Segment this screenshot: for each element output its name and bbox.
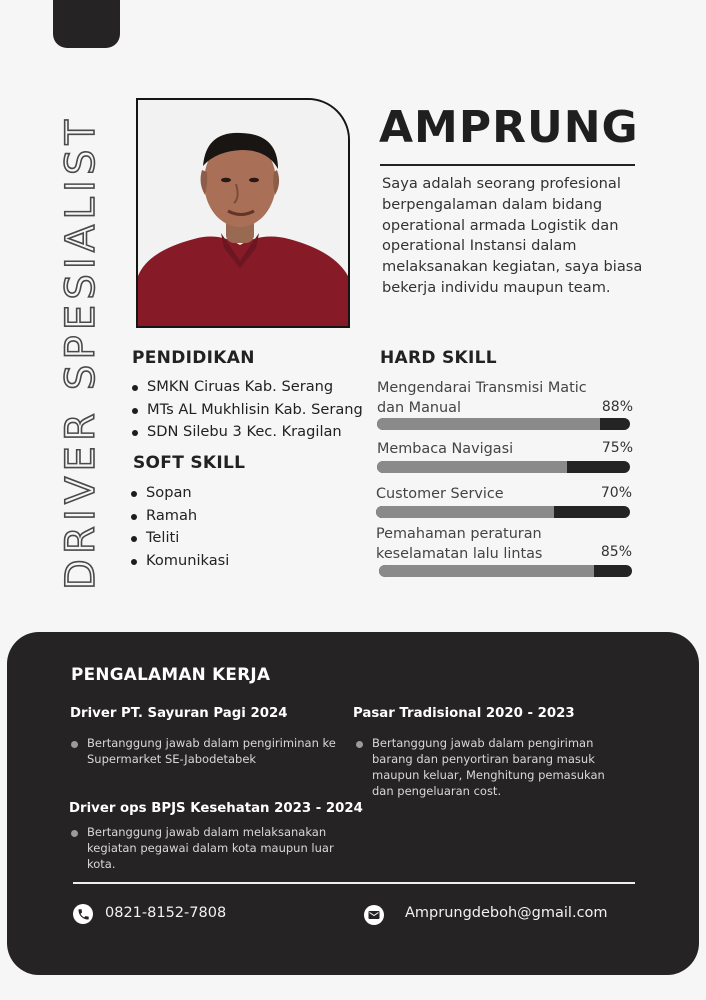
soft-skill-item: Sopan (131, 482, 229, 505)
hard-skill-percent: 85% (600, 544, 632, 560)
phone-icon (73, 904, 93, 924)
hard-skill-progress (377, 418, 630, 430)
soft-skills-heading: SOFT SKILL (133, 453, 246, 473)
hard-skill-label: Customer Service (376, 486, 504, 502)
email-address[interactable]: Amprungdeboh@gmail.com (405, 905, 608, 921)
name-divider (380, 164, 635, 166)
hard-skill-progress-fill (377, 461, 567, 473)
job-title: Driver PT. Sayuran Pagi 2024 (70, 706, 288, 721)
soft-skill-item: Teliti (131, 527, 229, 550)
education-heading: PENDIDIKAN (132, 348, 255, 368)
education-item: MTs AL Mukhlisin Kab. Serang (132, 399, 363, 422)
job-description: Bertanggung jawab dalam melaksanakan kegiatan pegawai dalam kota maupun luar kota. (71, 824, 364, 872)
hard-skill-progress (376, 506, 630, 518)
hard-skill-progress-fill (376, 506, 554, 518)
soft-skill-item: Komunikasi (131, 550, 229, 573)
soft-skills-list (131, 482, 229, 572)
decorative-top-tab (53, 0, 120, 48)
hard-skill-progress-fill (379, 565, 594, 577)
profile-photo (136, 98, 350, 328)
contact-divider (73, 882, 635, 884)
candidate-name: AMPRUNG (379, 102, 639, 153)
hard-skill-road-safety (376, 524, 632, 580)
education-item: SDN Silebu 3 Kec. Kragilan (132, 421, 363, 444)
job-description: Bertanggung jawab dalam pengiriman barang dan penyortiran barang masuk maupun keluar, Menghitung pemasukan dan pengeluaran cost. (356, 735, 628, 799)
job-description: Bertanggung jawab dalam pengiriminan ke Supermarket SE-Jabodetabek (71, 735, 357, 767)
hard-skill-customer-service (376, 484, 632, 520)
soft-skill-item: Ramah (131, 505, 229, 528)
email-icon (364, 905, 384, 925)
hard-skill-label: Membaca Navigasi (377, 441, 514, 457)
education-item: SMKN Ciruas Kab. Serang (132, 376, 363, 399)
hard-skill-transmission (377, 378, 633, 435)
hard-skill-label: Pemahaman peraturan keselamatan lalu lintas (376, 526, 543, 562)
profile-summary: Saya adalah seorang profesional berpengalaman dalam bidang operational armada Logistik dan operational Instansi dalam melaksanakan kegiatan, saya biasa bekerja individu maupun team. (382, 175, 643, 296)
hard-skill-navigation (377, 439, 633, 475)
phone-icon-glyph (77, 908, 90, 921)
work-experience-section (7, 632, 699, 975)
phone-number[interactable]: 0821-8152-7808 (105, 905, 227, 921)
vertical-title-text: DRIVER SPESIALIST (58, 114, 104, 590)
education-list (132, 376, 363, 444)
profile-photo-illustration (138, 100, 348, 326)
hard-skills-heading: HARD SKILL (380, 348, 497, 368)
hard-skill-progress (377, 461, 630, 473)
email-icon-glyph (368, 910, 380, 920)
work-experience-heading: PENGALAMAN KERJA (71, 664, 271, 684)
job-title: Pasar Tradisional 2020 - 2023 (353, 706, 575, 721)
hard-skill-progress-fill (377, 418, 600, 430)
hard-skill-label: Mengendarai Transmisi Matic dan Manual (377, 380, 587, 416)
hard-skill-progress (379, 565, 632, 577)
hard-skill-percent: 70% (600, 485, 632, 501)
hard-skill-percent: 75% (601, 440, 633, 456)
job-title: Driver ops BPJS Kesehatan 2023 - 2024 (69, 801, 363, 816)
hard-skill-percent: 88% (601, 399, 633, 415)
